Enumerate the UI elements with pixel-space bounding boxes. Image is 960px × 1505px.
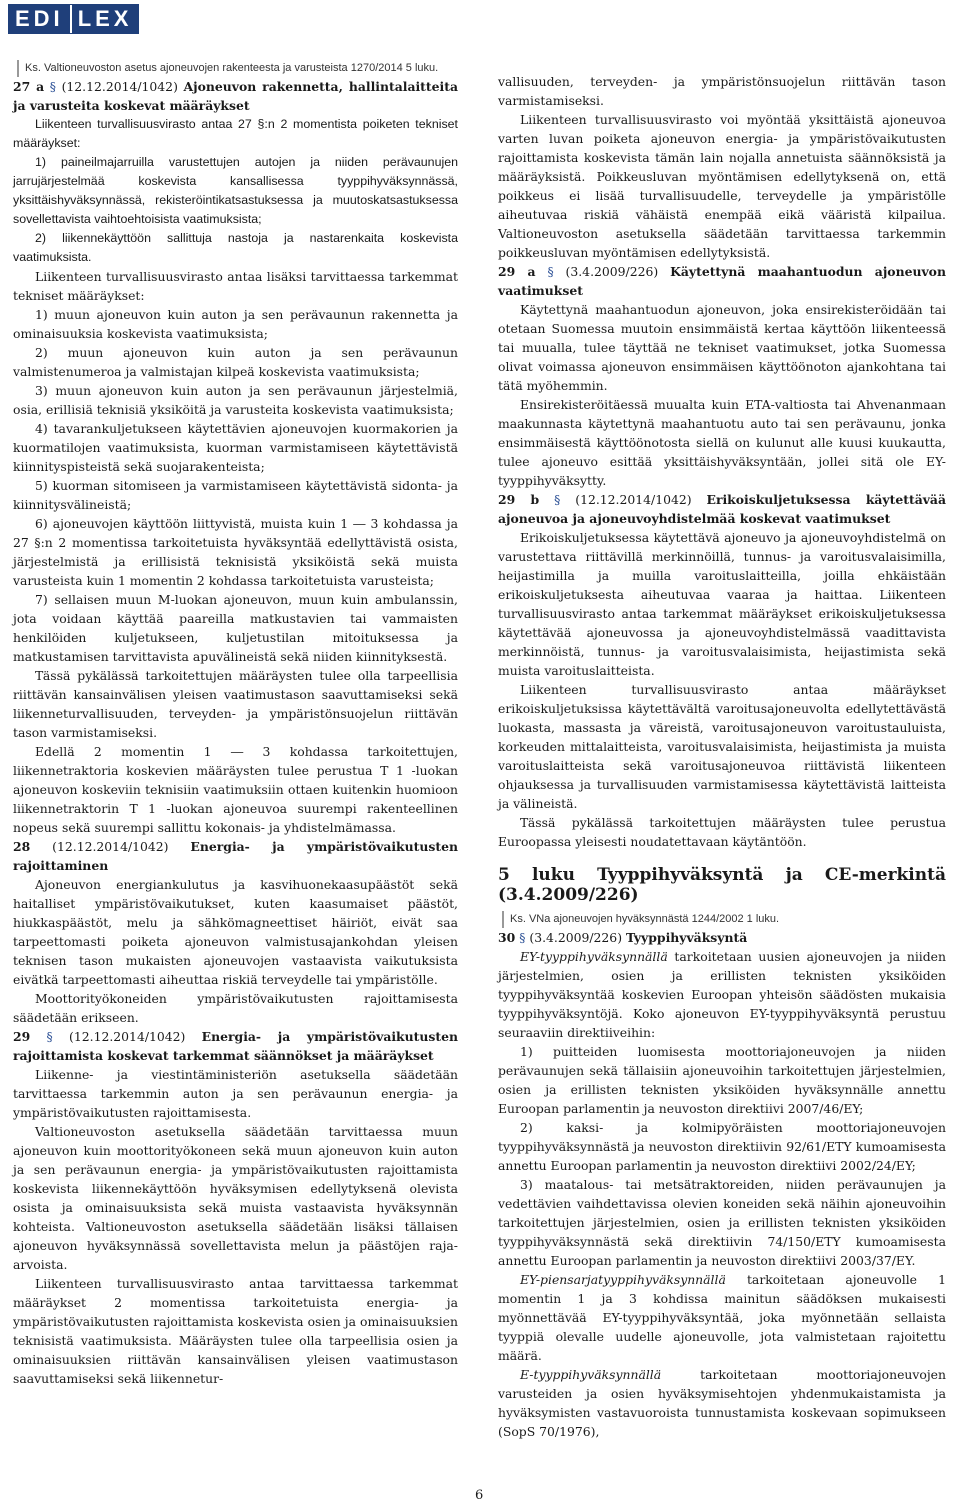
section-29-heading xyxy=(13,1027,458,1065)
list-item: 5) kuorman sitomiseen ja varmistamiseen käytettävistä sidonta- ja kiinnitysvälineistä; xyxy=(13,478,458,512)
section-title: Energia- ja ympäristövaikutusten rajoittamista koskevat tarkemmat säännökset ja määräykset xyxy=(13,1029,458,1063)
section-icon: § xyxy=(519,930,526,945)
amendment-ref[interactable]: (3.4.2009/226) xyxy=(565,264,659,279)
paragraph: Edellä 2 momentin 1 ― 3 kohdassa tarkoitettujen, liikennetraktoria koskevien määräysten tulee perustua T 1 -luokan ajoneuvon koskeviin teknisiin vaatimuksiin ottaen kuitenkin huomioon liikennetraktorin T 1 -luokan ajoneuvoa suurempi rakenteellinen nopeus sekä suurempi sallittu kokonais- ja yhdistelmämassa. xyxy=(13,744,458,835)
list-item: 1) paineilmajarruilla varustettujen autojen ja niiden perävaunujen jarrujärjestelmää koskevista kansallisessa tyyppihyväksynnässä, yksittäishyväksynnässä, rekisteröintikatsastuksessa ja muutoskatsastuksessa sovellettavista vaihtoehtoisista vaatimuksista; xyxy=(13,155,458,226)
paragraph: Ensirekisteröitäessä muualta kuin ETA-valtiosta tai Ahvenanmaan maakunnasta käytettynä maahantuotu auto tai sen perävaunu, jonka ensimmäisestä käyttöönotosta siellä on kulunut alle kuusi kuukautta, tulee ajoneuvo esittää yksittäishyväksyntään, jollei sitä ole EY-tyyppihyväksytty. xyxy=(498,397,946,488)
reference-note-link[interactable]: Ks. VNa ajoneuvojen hyväksynnästä 1244/2002 1 luku. xyxy=(510,913,780,925)
section-number: 29 b xyxy=(498,492,540,507)
section-number: 29 xyxy=(13,1029,31,1044)
list-item: 2) kaksi- ja kolmipyöräisten moottoriajoneuvojen tyyppihyväksynnästä ja neuvoston direktiivin 92/61/ETY kumoamisesta annettu Euroopan parlamentin ja neuvoston direktiivi 2002/24/EY; xyxy=(498,1120,946,1173)
list-item: 4) tavarankuljetukseen käytettävien ajoneuvojen kuormakorien ja kuormatilojen vaatimuksista, kuorman varmistamiseen käytettävistä kiinnityspisteistä sekä suojarakenteista; xyxy=(13,421,458,474)
list-item: 6) ajoneuvojen käyttöön liittyvistä, muista kuin 1 ― 3 kohdassa ja 27 §:n 2 momentissa tarkoitetuista hyväksyntää edellyttävistä osista, järjestelmistä ja erillisistä teknisistä yksiköistä sekä muista varusteista kuin 1 momentin 2 kohdassa tarkoitetuista varusteista; xyxy=(13,516,458,588)
section-title: Energia- ja ympäristövaikutusten rajoittaminen xyxy=(13,839,458,873)
definition-paragraph xyxy=(498,1365,946,1441)
section-icon: § xyxy=(547,264,554,279)
paragraph: Liikenteen turvallisuusvirasto antaa lisäksi tarvittaessa tarkemmat tekniset määräykset: xyxy=(13,269,458,303)
paragraph: Liikenteen turvallisuusvirasto antaa määräykset erikoiskuljetuksissa käytettävältä varoitusajoneuvolta edellytettävästä luokasta, massasta ja väreistä, varoitusajoneuvon varoitustauluista, korkeuden mittalaitteista, varoitusvalaisimista, heijastimista ja muista varoituslaitteista sekä varoitusajoneuvoa riittävistä liikenteen ohjauksessa ja turvallisuuden varmistamisessa käytettävistä laitteista ja välineistä. xyxy=(498,682,946,811)
definition-text: tarkoitetaan moottoriajoneuvojen varusteiden ja osien hyväksymisehtojen yhdenmukaistamista ja hyväksymisten vastavuoroista tunnustamista koskevaan sopimukseen (SopS 70/1976), xyxy=(498,1367,946,1439)
left-column xyxy=(13,60,458,1388)
definition-paragraph xyxy=(498,947,946,1042)
paragraph: Liikenteen turvallisuusvirasto antaa 27 §:n 2 momentista poiketen tekniset määräykset: xyxy=(13,117,458,150)
paragraph: Erikoiskuljetuksessa käytettävä ajoneuvo ja ajoneuvoyhdistelmä on varustettava riittävillä merkinnöillä, tunnus- ja varoitusvalaisimilla, heijastimilla ja muilla varoituslaitteilla, joilla ehkäistään erikoiskuljetuksesta aiheutuvaa vaaraa ja haittaa. Liikenteen turvallisuusvirasto antaa tarkemmat määräykset erikoiskuljetuksessa käytettävää ajoneuvossa ja ajoneuvoyhdistelmässä vaadittavista merkinnöistä, tunnus- ja varoitusvalaisimista, heijastimista sekä muista varoituslaitteista. xyxy=(498,530,946,678)
page-number: 6 xyxy=(475,1488,484,1503)
section-title: Käytettynä maahantuodun ajoneuvon vaatimukset xyxy=(498,264,946,298)
definition-text: tarkoitetaan ajoneuvolle 1 momentin 1 ja 3 kohdissa mainitun säädöksen mukaisesti myönnettävää EY-tyyppihyväksyntää, joka myönnetään sellaista tyyppiä olevalle uudelle ajoneuvolle, jota valmistetaan rajoitettu määrä. xyxy=(498,1272,946,1363)
defined-term: EY-tyyppihyväksynnällä xyxy=(520,949,668,964)
paragraph: Ajoneuvon energiankulutus ja kasvihuonekaasupäästöt sekä haitalliset ympäristövaikutukset, kuten kaasumaiset päästöt, hiukkaspäästöt, melu ja sähkömagneettiset häiriöt, eivät saa tarpeettomasti poiketa ajoneuvon valmistusajankohdan yleisen teknisen tason mukaisten ajoneuvojen vastaavista vaikutuksista eivätkä tarpeettomasti aiheuttaa riskiä terveydelle tai ympäristölle. xyxy=(13,877,458,987)
reference-note xyxy=(502,911,946,928)
logo-part-1: EDI xyxy=(15,6,64,31)
paragraph: Moottorityökoneiden ympäristövaikutusten rajoittamisesta säädetään erikseen. xyxy=(13,991,458,1025)
chapter-heading: 5 luku Tyyppihyväksyntä ja CE-merkintä (3.4.2009/226) xyxy=(498,865,946,905)
paragraph-continued: vallisuuden, terveyden- ja ympäristönsuojelun riittävän tason varmistamiseksi. xyxy=(498,74,946,108)
section-icon: § xyxy=(46,1029,53,1044)
section-title: Ajoneuvon rakennetta, hallintalaitteita ja varusteita koskevat määräykset xyxy=(13,79,458,113)
section-29a-heading xyxy=(498,262,946,300)
paragraph: Tässä pykälässä tarkoitettujen määräysten tulee olla tarpeellisia riittävän kansainvälisen yleisen vaatimustason saavuttamiseksi sekä liikenneturvallisuuden, terveyden- ja ympäristönsuojelun riittävän tason varmistamiseksi. xyxy=(13,668,458,740)
paragraph: Liikenteen turvallisuusvirasto voi myöntää yksittäistä ajoneuvoa varten luvan poiketa ajoneuvon energia- ja ympäristövaikutusten rajoittamista koskevista tämän lain nojalla annetuista säännöksistä ja määräyksistä. Poikkeusluvan myöntämisen edellytyksenä on, että poikkeus ei lisää turvallisuudelle, terveydelle ja ympäristölle aiheutuvaa riskiä vähäistä enempää eikä vääristä kilpailua. Valtioneuvoston asetuksella säädetään tarvittaessa tarkemmin poikkeusluvan myöntämisen edellytyksistä. xyxy=(498,112,946,260)
section-icon: § xyxy=(49,79,56,94)
section-title: Tyyppihyväksyntä xyxy=(625,930,748,945)
paragraph: Käytettynä maahantuodun ajoneuvon, joka ensirekisteröidään tai otetaan Suomessa muutoin ensimmäistä kertaa käyttöön liikenteessä tai muualla, tulee täyttää ne tekniset vaatimukset, jotka Suomessa olivat voimassa ajoneuvon ensimmäisen käyttöönoton ajankohtana tai tätä myöhemmin. xyxy=(498,302,946,393)
section-number: 30 xyxy=(498,930,516,945)
amendment-ref[interactable]: (12.12.2014/1042) xyxy=(52,839,169,854)
list-item: 7) sellaisen muun M-luokan ajoneuvon, muun kuin ambulanssin, jota voidaan käyttää paareilla matkustavien tai vammaisten henkilöiden kuljetukseen, kuljetustilan mitoituksessa ja matkustamisen tarvittavista apuvälineistä sekä niiden kiinnityksestä. xyxy=(13,592,458,664)
section-28-heading xyxy=(13,837,458,875)
definition-paragraph xyxy=(498,1270,946,1365)
list-item: 3) maatalous- tai metsätraktoreiden, niiden perävaunujen ja vedettävien vaihdettavissa olevien koneiden sekä näihin ajoneuvoihin tarkoitettujen järjestelmien, osien ja erillisten teknisten yksiköiden tyyppihyväksynnästä sekä direktiivin 74/150/ETY kumoamisesta annettu Euroopan parlamentin ja neuvoston direktiivi 2003/37/EY. xyxy=(498,1177,946,1268)
list-item: 3) muun ajoneuvon kuin auton ja sen perävaunun järjestelmiä, osia, erillisiä teknisiä yksiköitä ja varusteita koskevista vaatimuksista; xyxy=(13,383,458,417)
amendment-ref[interactable]: (12.12.2014/1042) xyxy=(61,79,178,94)
paragraph: Tässä pykälässä tarkoitettujen määräysten tulee perustua Euroopassa yleisesti noudatettavaan käytäntöön. xyxy=(498,815,946,849)
logo-part-2: LEX xyxy=(77,6,133,31)
amendment-ref[interactable]: (12.12.2014/1042) xyxy=(575,492,692,507)
edilex-logo[interactable] xyxy=(8,4,139,34)
paragraph: Valtioneuvoston asetuksella säädetään tarvittaessa muun ajoneuvon kuin moottorityökoneen sekä muun ajoneuvon kuin auton ja sen perävaunun energia- ja ympäristövaikutusten rajoittamista koskevista liikennekäyttöön hyväksymisen edellytyksenä olevista osista ja ominaisuuksista sekä muista vastaavista hyväksynnän kohteista. Valtioneuvoston asetuksella säädetään lisäksi tällaisen ajoneuvon hyväksynnässä sovellettavista melun ja päästöjen raja-arvoista. xyxy=(13,1124,458,1272)
list-item: 1) muun ajoneuvon kuin auton ja sen perävaunun rakennetta ja ominaisuuksia koskevista vaatimuksista; xyxy=(13,307,458,341)
section-30-heading xyxy=(498,928,946,947)
list-item: 2) liikennekäyttöön sallittuja nastoja ja nastarenkaita koskevista vaatimuksista. xyxy=(13,231,458,264)
amendment-ref[interactable]: (12.12.2014/1042) xyxy=(69,1029,186,1044)
reference-note xyxy=(17,60,458,77)
paragraph: Liikenteen turvallisuusvirasto antaa tarvittaessa tarkemmat määräykset 2 momentissa tarkoitetuista energia- ja ympäristövaikutusten rajoittamista koskevista osien ja ominaisuuksien teknisistä vaatimuksista. Määräysten tulee olla tarpeellisia osien ja ominaisuuksien riittävän kansainvälisen yleisen vaatimustason saavuttamiseksi sekä liikennetur- xyxy=(13,1276,458,1386)
section-29b-heading xyxy=(498,490,946,528)
right-column xyxy=(498,72,946,1441)
section-number: 27 a xyxy=(13,79,45,94)
amendment-ref[interactable]: (3.4.2009/226) xyxy=(529,930,623,945)
reference-note-link[interactable]: Ks. Valtioneuvoston asetus ajoneuvojen rakenteesta ja varusteista 1270/2014 5 luku. xyxy=(25,62,439,74)
section-title: Erikoiskuljetuksessa käytettävää ajoneuvoa ja ajoneuvoyhdistelmää koskevat vaatimukset xyxy=(498,492,946,526)
section-number: 29 a xyxy=(498,264,536,279)
list-item: 1) puitteiden luomisesta moottoriajoneuvojen ja niiden perävaunujen sekä tällaisiin ajoneuvoihin tarkoitettujen järjestelmien, osien ja erillisten teknisten yksiköiden hyväksynnälle annettu Euroopan parlamentin ja neuvoston direktiivi 2007/46/EY; xyxy=(498,1044,946,1116)
definition-text: tarkoitetaan uusien ajoneuvojen ja niiden järjestelmien, osien ja erillisten teknisten yksiköiden tyyppihyväksyntää koskevien Euroopan yhteisön säädösten mukaisia tyyppihyväksyntöjä. Koko ajoneuvon EY-tyyppihyväksyntä perustuu seuraaviin direktiiveihin: xyxy=(498,949,946,1040)
list-item: 2) muun ajoneuvon kuin auton ja sen perävaunun valmistenumeroa ja valmistajan kilpeä koskevista vaatimuksista; xyxy=(13,345,458,379)
section-number: 28 xyxy=(13,839,31,854)
paragraph: Liikenne- ja viestintäministeriön asetuksella säädetään tarvittaessa tarkemmin auton ja sen perävaunun energia- ja ympäristövaikutusten rajoittamisesta. xyxy=(13,1067,458,1120)
section-27a-heading xyxy=(13,77,458,115)
defined-term: E-tyyppihyväksynnällä xyxy=(520,1367,662,1382)
section-icon: § xyxy=(554,492,561,507)
defined-term: EY-piensarjatyyppihyväksynnällä xyxy=(520,1272,726,1287)
